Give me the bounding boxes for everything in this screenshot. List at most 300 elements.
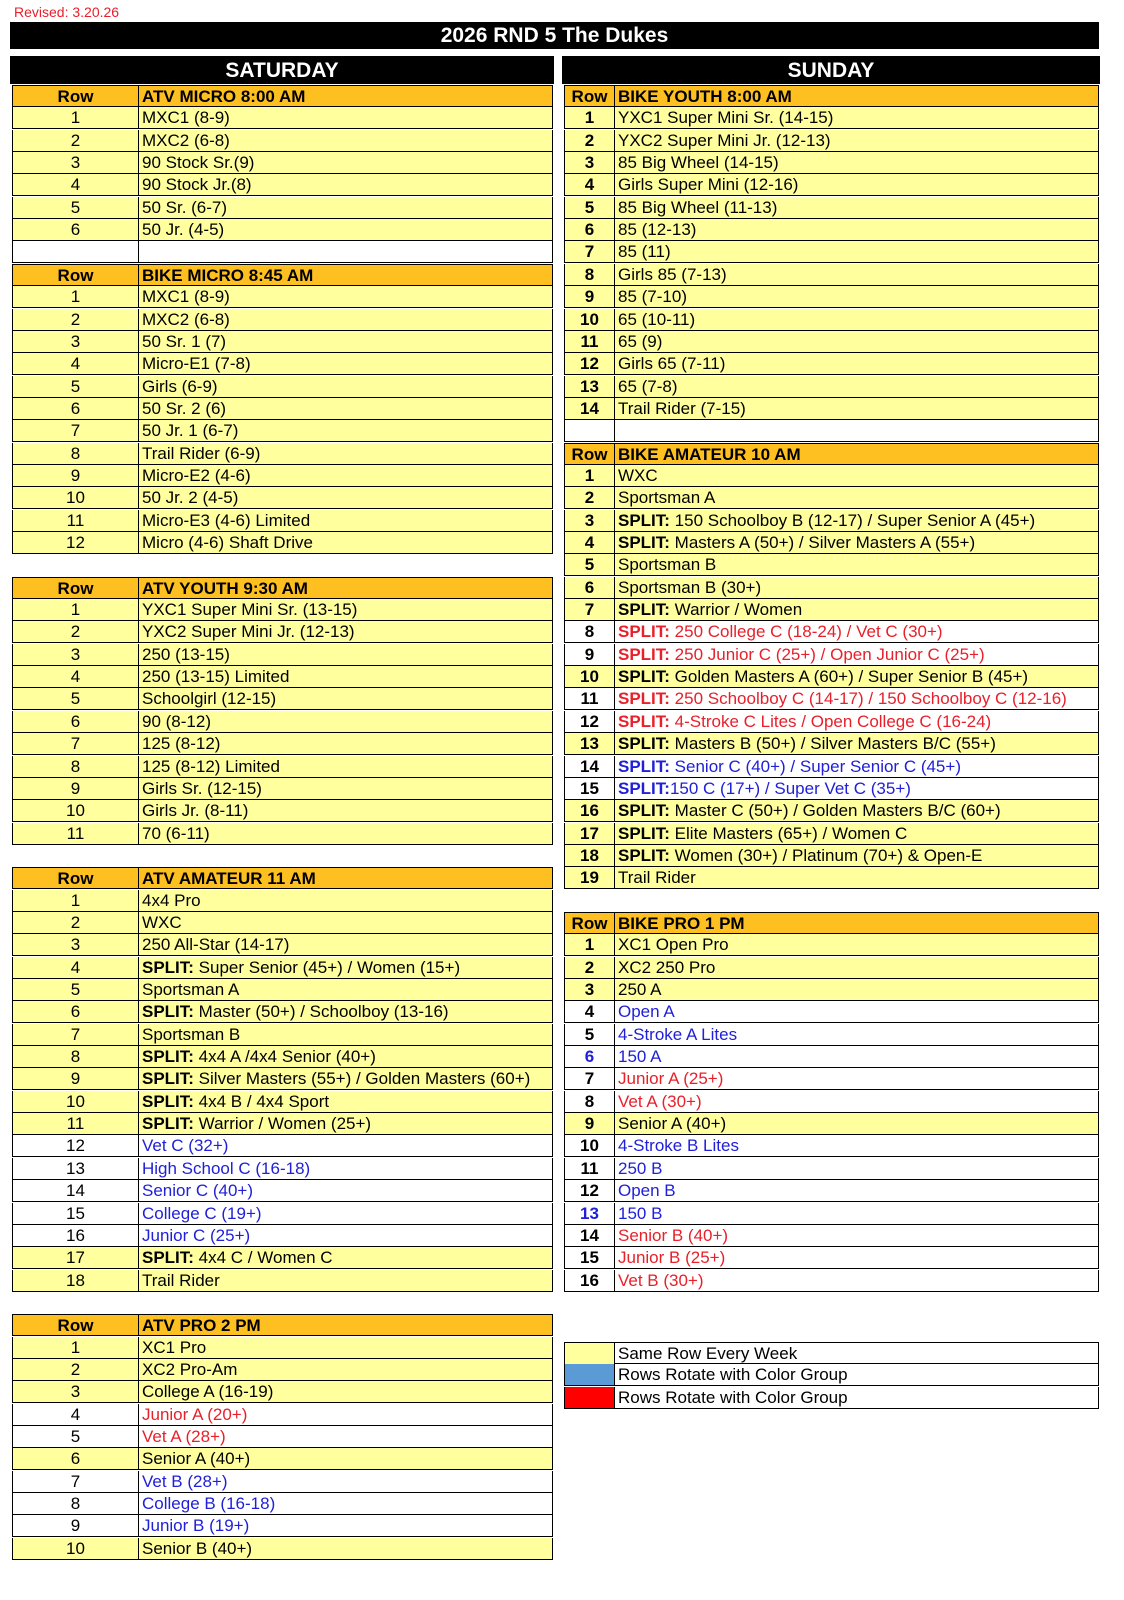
class-name: College A (16-19) <box>142 1382 274 1402</box>
table-row <box>12 376 553 398</box>
sunday-header: SUNDAY <box>562 56 1100 84</box>
class-name <box>615 778 911 799</box>
row-number <box>13 241 139 262</box>
row-number: 1 <box>565 934 615 955</box>
split-label: SPLIT: <box>618 823 670 843</box>
class-name: 250 A <box>618 980 662 999</box>
row-number: 4 <box>565 532 615 553</box>
class-name: Girls Sr. (12-15) <box>142 778 262 798</box>
class-name: Girls (6-9) <box>142 376 218 396</box>
class-name: BIKE AMATEUR 10 AM <box>618 444 801 464</box>
class-name: MXC1 (8-9) <box>142 287 230 307</box>
class-text: 150 Schoolboy B (12-17) / Super Senior A (45+) <box>669 510 1036 530</box>
row-number: 4 <box>13 666 139 687</box>
class-text: Super Senior (45+) / Women (15+) <box>193 957 461 977</box>
class-name: ATV PRO 2 PM <box>142 1316 261 1336</box>
class-name: 70 (6-11) <box>142 823 210 843</box>
table-row <box>564 823 1099 845</box>
split-label: SPLIT: <box>618 600 670 620</box>
class-text: Masters A (50+) / Silver Masters A (55+) <box>669 533 976 552</box>
row-number: 5 <box>13 1426 139 1447</box>
table-row <box>12 1538 553 1560</box>
class-name <box>139 1001 449 1022</box>
class-name: Senior C (40+) <box>142 1181 254 1201</box>
row-number: 8 <box>565 621 615 642</box>
section-header <box>564 443 1099 465</box>
class-name: Girls Super Mini (12-16) <box>618 175 799 195</box>
class-name: 85 (12-13) <box>618 220 697 240</box>
table-row <box>12 1270 553 1292</box>
split-label: SPLIT: <box>618 667 670 687</box>
row-number: 5 <box>13 688 139 709</box>
table-row <box>564 867 1099 889</box>
class-name: Sportsman A <box>142 980 240 999</box>
row-number: Row <box>565 444 615 465</box>
table-row <box>12 1337 553 1359</box>
class-name: YXC1 Super Mini Sr. (13-15) <box>142 600 358 620</box>
table-row <box>564 286 1099 308</box>
table-row <box>12 733 553 755</box>
table-row <box>564 1046 1099 1068</box>
class-name: Vet A (28+) <box>142 1427 226 1446</box>
table-row <box>564 756 1099 778</box>
class-text: Master C (50+) / Golden Masters B/C (60+) <box>669 801 1001 821</box>
row-number: 8 <box>13 443 139 464</box>
table-row <box>564 1024 1099 1046</box>
row-number: 1 <box>565 107 615 128</box>
class-text: Senior C (40+) / Super Senior C (45+) <box>669 756 961 776</box>
class-text: Masters B (50+) / Silver Masters B/C (55+) <box>669 734 996 754</box>
class-name: 65 (7-8) <box>618 376 678 396</box>
table-row <box>12 241 553 263</box>
split-label: SPLIT: <box>618 801 670 821</box>
row-number: 14 <box>565 756 615 777</box>
class-name <box>615 532 975 553</box>
class-name <box>615 845 982 866</box>
row-number: Row <box>13 868 139 889</box>
class-name: Senior A (40+) <box>618 1114 727 1134</box>
row-number: 9 <box>13 465 139 486</box>
class-name: Open A <box>618 1002 675 1022</box>
row-number: 4 <box>13 1404 139 1425</box>
split-label: SPLIT: <box>618 756 670 776</box>
table-row <box>12 912 553 934</box>
class-name <box>139 1068 530 1089</box>
row-number: 3 <box>565 152 615 173</box>
split-label: SPLIT: <box>142 1047 194 1067</box>
row-number: 4 <box>565 174 615 195</box>
legend-swatch <box>565 1387 615 1408</box>
table-row <box>12 711 553 733</box>
table-row <box>12 174 553 196</box>
table-row <box>564 532 1099 554</box>
table-row <box>12 599 553 621</box>
table-row <box>564 1225 1099 1247</box>
table-row <box>12 1001 553 1023</box>
class-name: XC2 250 Pro <box>618 957 716 977</box>
table-row <box>12 1180 553 1202</box>
class-name: Trail Rider (6-9) <box>142 443 261 463</box>
row-number: 3 <box>13 331 139 352</box>
class-name: 4x4 Pro <box>142 890 201 910</box>
class-name: ATV YOUTH 9:30 AM <box>142 578 308 598</box>
table-row <box>12 800 553 822</box>
row-number: 12 <box>13 1135 139 1156</box>
row-number: 5 <box>565 554 615 575</box>
table-row <box>12 331 553 353</box>
row-number: 5 <box>565 1024 615 1045</box>
legend-label: Rows Rotate with Color Group <box>618 1387 848 1407</box>
row-number: 13 <box>565 1203 615 1224</box>
table-row <box>12 934 553 956</box>
class-name: XC1 Open Pro <box>618 935 729 955</box>
row-number: 16 <box>565 800 615 821</box>
row-number: 3 <box>13 644 139 665</box>
class-name: 65 (10-11) <box>618 309 696 329</box>
row-number: 13 <box>565 376 615 397</box>
class-name: Junior A (20+) <box>142 1404 248 1424</box>
section-header <box>12 867 553 889</box>
table-row <box>564 711 1099 733</box>
class-name: Junior B (19+) <box>142 1516 250 1536</box>
split-label: SPLIT: <box>618 711 670 731</box>
row-number: Row <box>13 265 139 286</box>
row-number: 6 <box>13 711 139 732</box>
row-number: 13 <box>565 733 615 754</box>
table-row <box>564 331 1099 353</box>
table-row <box>564 957 1099 979</box>
row-number: Row <box>13 578 139 599</box>
split-label: SPLIT: <box>618 778 670 798</box>
row-number: 14 <box>565 1225 615 1246</box>
table-row <box>564 420 1099 442</box>
class-name: Girls 65 (7-11) <box>618 354 726 374</box>
split-label: SPLIT: <box>618 510 670 530</box>
legend-item <box>564 1342 1099 1364</box>
table-row <box>12 1515 553 1537</box>
class-name <box>615 823 907 844</box>
row-number: 10 <box>565 1135 615 1156</box>
class-text: Master (50+) / Schoolboy (13-16) <box>193 1002 449 1022</box>
row-number: 16 <box>13 1225 139 1246</box>
section-header <box>12 1314 553 1336</box>
table-row <box>564 376 1099 398</box>
class-name: Senior B (40+) <box>618 1225 729 1245</box>
class-name: Micro-E2 (4-6) <box>142 465 251 485</box>
table-row <box>12 621 553 643</box>
row-number: 12 <box>565 353 615 374</box>
row-number: 2 <box>13 130 139 151</box>
table-row <box>12 130 553 152</box>
table-row <box>564 107 1099 129</box>
class-name <box>615 733 996 754</box>
table-row <box>12 1493 553 1515</box>
row-number: 3 <box>13 1381 139 1402</box>
row-number: 2 <box>565 487 615 508</box>
table-row <box>12 398 553 420</box>
row-number: 9 <box>13 1068 139 1089</box>
class-name: ATV MICRO 8:00 AM <box>142 87 306 106</box>
row-number: 10 <box>13 487 139 508</box>
row-number: 6 <box>565 1046 615 1067</box>
section-header <box>12 577 553 599</box>
table-row <box>564 845 1099 867</box>
row-number: 14 <box>565 398 615 419</box>
table-row <box>12 890 553 912</box>
class-text: 250 College C (18-24) / Vet C (30+) <box>669 622 943 642</box>
row-number: 11 <box>565 688 615 709</box>
table-row <box>564 130 1099 152</box>
table-row <box>12 532 553 554</box>
class-text: 150 C (17+) / Super Vet C (35+) <box>669 778 911 798</box>
class-name <box>615 756 961 777</box>
table-row <box>564 353 1099 375</box>
class-name <box>615 711 991 732</box>
saturday-header: SATURDAY <box>10 56 554 84</box>
class-text: Women (30+) / Platinum (70+) & Open-E <box>669 845 983 865</box>
table-row <box>12 1046 553 1068</box>
class-name: Sportsman B <box>142 1024 241 1044</box>
class-name: 65 (9) <box>618 331 663 351</box>
row-number: 2 <box>13 621 139 642</box>
row-number: 12 <box>565 1180 615 1201</box>
table-row <box>564 778 1099 800</box>
class-name: Senior A (40+) <box>142 1449 251 1469</box>
row-number: 8 <box>13 1046 139 1067</box>
row-number: 7 <box>13 733 139 754</box>
table-row <box>564 577 1099 599</box>
class-name: ATV AMATEUR 11 AM <box>142 869 316 889</box>
class-name: 250 (13-15) Limited <box>142 667 290 687</box>
table-row <box>564 1158 1099 1180</box>
table-row <box>12 1024 553 1046</box>
row-number: Row <box>13 1315 139 1336</box>
table-row <box>12 353 553 375</box>
table-row <box>12 309 553 331</box>
table-row <box>12 666 553 688</box>
table-row <box>564 644 1099 666</box>
legend-swatch <box>565 1343 615 1364</box>
section-header <box>12 85 553 107</box>
class-name <box>615 644 985 665</box>
row-number: 17 <box>13 1247 139 1268</box>
row-number: 2 <box>13 1359 139 1380</box>
class-name <box>615 666 1028 687</box>
row-number: 13 <box>13 1158 139 1179</box>
row-number: 10 <box>565 309 615 330</box>
class-name <box>139 1046 376 1067</box>
class-name <box>139 1247 333 1268</box>
table-row <box>12 465 553 487</box>
table-row <box>564 979 1099 1001</box>
class-name: MXC2 (6-8) <box>142 309 230 329</box>
row-number: 11 <box>565 331 615 352</box>
class-text: 4-Stroke C Lites / Open College C (16-24) <box>669 711 992 731</box>
split-label: SPLIT: <box>618 845 670 865</box>
row-number: 7 <box>13 1471 139 1492</box>
row-number: 4 <box>13 353 139 374</box>
row-number: 7 <box>13 1024 139 1045</box>
class-name: 50 Jr. 2 (4-5) <box>142 488 239 508</box>
row-number: 6 <box>13 398 139 419</box>
class-name: BIKE PRO 1 PM <box>618 913 745 933</box>
row-number: 1 <box>565 465 615 486</box>
row-number: 9 <box>565 1113 615 1134</box>
row-number: 5 <box>13 376 139 397</box>
row-number: Row <box>565 913 615 934</box>
section-header <box>564 85 1099 107</box>
row-number: 10 <box>13 1091 139 1112</box>
class-name: 85 (7-10) <box>618 287 687 307</box>
table-row <box>12 1158 553 1180</box>
legend-swatch <box>565 1364 615 1385</box>
row-number: 1 <box>13 286 139 307</box>
class-name: 125 (8-12) <box>142 734 221 754</box>
row-number: 6 <box>13 1001 139 1022</box>
table-row <box>12 957 553 979</box>
class-name: Sportsman B <box>618 555 717 575</box>
row-number: Row <box>13 86 139 107</box>
class-name: 50 Sr. 1 (7) <box>142 331 227 351</box>
row-number: 1 <box>13 107 139 128</box>
row-number: 15 <box>565 1247 615 1268</box>
table-row <box>564 197 1099 219</box>
split-label: SPLIT: <box>142 1114 194 1134</box>
class-name: Junior C (25+) <box>142 1225 251 1245</box>
split-label: SPLIT: <box>142 1248 194 1268</box>
table-row <box>564 554 1099 576</box>
row-number: 18 <box>13 1270 139 1291</box>
class-name: Vet B (30+) <box>618 1270 704 1290</box>
row-number: 12 <box>565 711 615 732</box>
class-name: Vet C (32+) <box>142 1136 229 1156</box>
row-number: 9 <box>565 286 615 307</box>
class-name: 150 B <box>618 1203 663 1223</box>
row-number: 2 <box>565 130 615 151</box>
row-number: 1 <box>13 890 139 911</box>
class-name: Micro (4-6) Shaft Drive <box>142 533 313 552</box>
split-label: SPLIT: <box>142 1002 194 1022</box>
table-row <box>12 420 553 442</box>
class-name: Micro-E1 (7-8) <box>142 354 251 374</box>
class-name <box>139 1113 371 1134</box>
table-row <box>564 398 1099 420</box>
table-row <box>12 510 553 532</box>
row-number <box>565 420 615 441</box>
class-text: Warrior / Women (25+) <box>193 1114 372 1134</box>
class-text: Elite Masters (65+) / Women C <box>669 823 908 843</box>
page-title: 2026 RND 5 The Dukes <box>10 22 1099 49</box>
row-number: 9 <box>13 1515 139 1536</box>
table-row <box>12 1091 553 1113</box>
class-name <box>139 1091 329 1112</box>
class-name: 90 (8-12) <box>142 711 211 731</box>
row-number: 14 <box>13 1180 139 1201</box>
table-row <box>564 800 1099 822</box>
class-name <box>139 957 460 978</box>
class-name: MXC2 (6-8) <box>142 130 230 150</box>
class-text: 250 Junior C (25+) / Open Junior C (25+) <box>669 644 985 664</box>
table-row <box>564 241 1099 263</box>
class-name: 85 Big Wheel (14-15) <box>618 153 779 173</box>
table-row <box>564 510 1099 532</box>
row-number: 8 <box>565 264 615 285</box>
row-number: 11 <box>13 1113 139 1134</box>
table-row <box>564 465 1099 487</box>
class-text: 4x4 A /4x4 Senior (40+) <box>193 1047 376 1067</box>
class-name <box>615 621 943 642</box>
table-row <box>12 487 553 509</box>
split-label: SPLIT: <box>618 734 670 754</box>
class-name: 150 A <box>618 1047 662 1067</box>
class-name: 50 Jr. 1 (6-7) <box>142 421 239 441</box>
class-name: College B (16-18) <box>142 1494 276 1514</box>
row-number: 4 <box>13 957 139 978</box>
table-row <box>12 756 553 778</box>
row-number: 6 <box>565 219 615 240</box>
table-row <box>564 152 1099 174</box>
class-name: Vet B (28+) <box>142 1471 228 1491</box>
row-number: 1 <box>13 1337 139 1358</box>
class-name: YXC1 Super Mini Sr. (14-15) <box>618 108 834 128</box>
class-name: College C (19+) <box>142 1203 262 1223</box>
class-name: Trail Rider <box>618 868 696 888</box>
class-name: 90 Stock Sr.(9) <box>142 153 255 173</box>
row-number: 3 <box>565 979 615 1000</box>
row-number: 4 <box>565 1001 615 1022</box>
class-name: Trail Rider (7-15) <box>618 398 746 418</box>
split-label: SPLIT: <box>618 533 670 552</box>
class-name: YXC2 Super Mini Jr. (12-13) <box>142 622 355 642</box>
row-number: 3 <box>13 934 139 955</box>
row-number: 5 <box>13 979 139 1000</box>
row-number: 10 <box>13 800 139 821</box>
table-row <box>12 823 553 845</box>
legend-label: Same Row Every Week <box>618 1344 798 1363</box>
row-number: 15 <box>565 778 615 799</box>
table-row <box>564 1113 1099 1135</box>
row-number: 7 <box>565 1068 615 1089</box>
table-row <box>12 688 553 710</box>
class-name: Open B <box>618 1181 676 1201</box>
table-row <box>564 309 1099 331</box>
table-row <box>564 733 1099 755</box>
split-label: SPLIT: <box>618 622 670 642</box>
class-name <box>139 241 142 262</box>
class-text: 4x4 C / Women C <box>193 1248 333 1268</box>
table-row <box>564 1135 1099 1157</box>
class-name: YXC2 Super Mini Jr. (12-13) <box>618 130 831 150</box>
row-number: 2 <box>13 309 139 330</box>
row-number: 5 <box>565 197 615 218</box>
section-header <box>564 912 1099 934</box>
class-name: XC2 Pro-Am <box>142 1359 238 1379</box>
class-name: 50 Jr. (4-5) <box>142 220 225 240</box>
row-number: 7 <box>565 241 615 262</box>
split-label: SPLIT: <box>618 644 670 664</box>
class-name: Vet A (30+) <box>618 1091 702 1111</box>
class-name <box>615 800 1001 821</box>
class-name: Girls Jr. (8-11) <box>142 801 249 821</box>
class-name: Trail Rider <box>142 1270 220 1290</box>
class-name: Senior B (40+) <box>142 1538 253 1558</box>
class-name: MXC1 (8-9) <box>142 108 230 128</box>
table-row <box>12 197 553 219</box>
split-label: SPLIT: <box>142 1069 194 1089</box>
class-name: 85 Big Wheel (11-13) <box>618 197 778 217</box>
split-label: SPLIT: <box>618 689 670 709</box>
row-number: 9 <box>13 778 139 799</box>
